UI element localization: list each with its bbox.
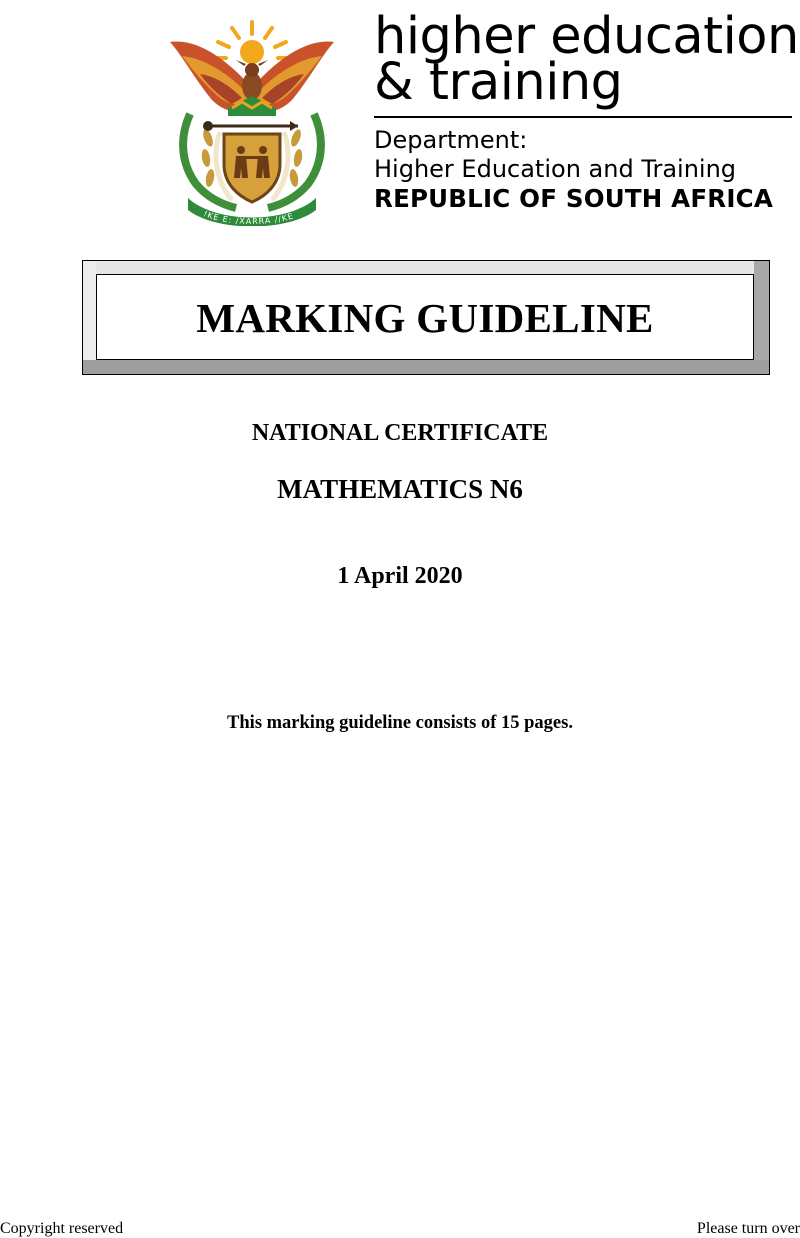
spear-icon: [203, 121, 298, 131]
frame-bevel: [754, 261, 769, 374]
coat-of-arms-logo: [166, 18, 338, 226]
title-frame: [82, 260, 770, 375]
exam-date: 1 April 2020: [337, 563, 463, 589]
logo-divider: [374, 116, 792, 118]
subject-name: MATHEMATICS N6: [277, 474, 523, 504]
logo-wordmark-line1: higher education: [374, 7, 799, 66]
shield-icon: [224, 134, 280, 202]
footer-turn-over: Please turn over: [696, 1220, 800, 1237]
country-name: REPUBLIC OF SOUTH AFRICA: [374, 184, 773, 213]
page-count-note: This marking guideline consists of 15 pages.: [227, 713, 573, 733]
department-text: [374, 126, 773, 213]
certificate-name: NATIONAL CERTIFICATE: [251, 420, 549, 446]
sun-icon: [212, 22, 292, 64]
department-logo: [374, 7, 799, 214]
title-box: [96, 274, 754, 360]
footer-copyright: Copyright reserved: [0, 1220, 124, 1237]
logo-wordmark-line2: & training: [374, 53, 623, 112]
department-label: Department:: [374, 126, 528, 154]
frame-bevel: [83, 261, 769, 274]
frame-bevel: [83, 360, 769, 374]
document-title: MARKING GUIDELINE: [196, 295, 654, 341]
frame-bevel: [83, 261, 96, 374]
svg-text:!KE E: /XARRA //KE: !KE E: /XARRA //KE: [202, 209, 295, 226]
department-name: Higher Education and Training: [374, 155, 737, 183]
